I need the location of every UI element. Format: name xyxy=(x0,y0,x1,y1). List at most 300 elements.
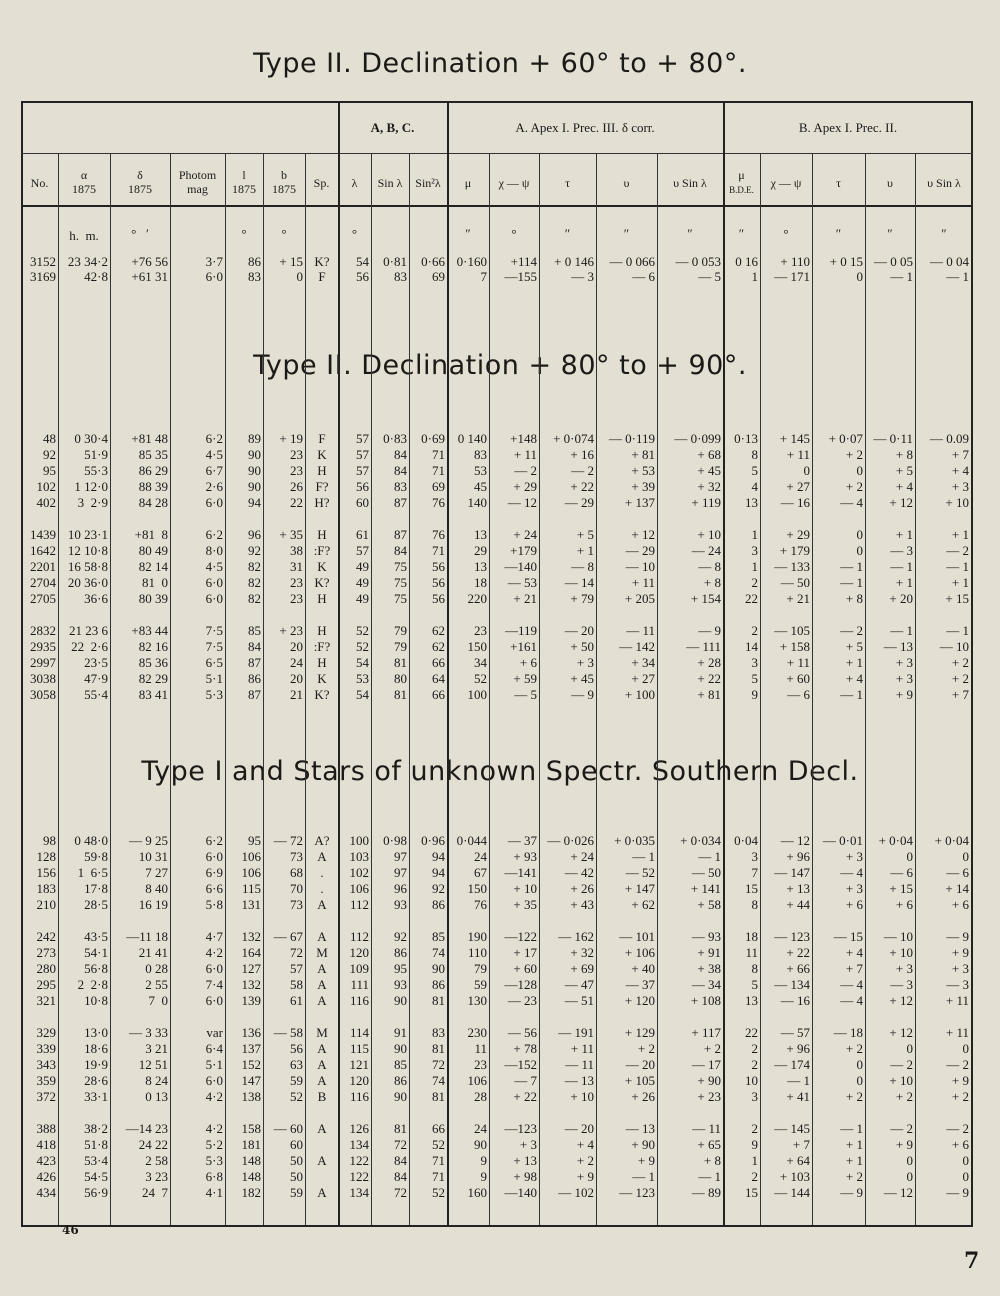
cell-mu: 9 xyxy=(480,1169,487,1184)
cell-sin2l: 71 xyxy=(432,543,445,558)
cell-tau2: + 2 xyxy=(845,1169,863,1184)
cell-b: 24 xyxy=(290,655,303,670)
cell-vsinl2: — 3 xyxy=(946,977,969,992)
cell-sp: A xyxy=(317,1041,327,1056)
cell-l: 132 xyxy=(241,929,261,944)
cell-lambda: 112 xyxy=(349,897,369,912)
cell-chipsi: —141 xyxy=(504,865,537,880)
cell-sp: K xyxy=(317,447,327,462)
cell-l: 132 xyxy=(241,977,261,992)
table-row xyxy=(0,463,1000,479)
cell-chipsi2: — 12 xyxy=(780,833,810,848)
cell-vsinl: — 50 xyxy=(691,865,721,880)
cell-b: 61 xyxy=(290,993,303,1008)
cell-vsinl: — 9 xyxy=(698,623,721,638)
cell-delta: +81 48 xyxy=(131,431,168,446)
cell-tau2: + 1 xyxy=(845,1137,863,1152)
cell-tau: — 14 xyxy=(564,575,594,590)
cell-tau2: 0 xyxy=(856,543,863,558)
cell-alpha: 19·9 xyxy=(84,1057,108,1072)
cell-chipsi: + 24 xyxy=(513,527,537,542)
cell-alpha: 1 6·5 xyxy=(77,865,108,880)
cell-mu2: 7 xyxy=(751,865,758,880)
cell-mu: 7 xyxy=(480,269,487,284)
cell-vsinl2: — 2 xyxy=(946,543,969,558)
cell-b: — 60 xyxy=(273,1121,303,1136)
unit-delta: ° ′ xyxy=(131,226,149,241)
cell-sinl: 93 xyxy=(394,897,407,912)
cell-delta: 82 14 xyxy=(138,559,168,574)
cell-v: + 26 xyxy=(631,1089,655,1104)
cell-lambda: 103 xyxy=(349,849,369,864)
table-row xyxy=(0,1073,1000,1089)
table-row xyxy=(0,431,1000,447)
cell-v: + 147 xyxy=(624,881,655,896)
cell-v2: + 9 xyxy=(895,1137,913,1152)
cell-b: 20 xyxy=(290,671,303,686)
cell-sinl: 0·81 xyxy=(383,254,407,269)
cell-mu: 53 xyxy=(474,463,487,478)
cell-b: + 19 xyxy=(279,431,303,446)
cell-lambda: 61 xyxy=(356,527,369,542)
cell-mag: 5·1 xyxy=(205,1057,223,1072)
cell-mu2: 22 xyxy=(745,1025,758,1040)
cell-sinl: 87 xyxy=(394,527,407,542)
cell-sin2l: 66 xyxy=(432,687,445,702)
cell-vsinl2: + 14 xyxy=(945,881,969,896)
cell-mag: 5·3 xyxy=(205,687,223,702)
cell-tau: + 26 xyxy=(570,881,594,896)
cell-chipsi: +114 xyxy=(510,254,537,269)
cell-alpha: 55·3 xyxy=(84,463,108,478)
cell-l: 89 xyxy=(248,431,261,446)
header-rule-2 xyxy=(21,205,973,207)
cell-tau: + 2 xyxy=(576,1153,594,1168)
cell-tau: + 4 xyxy=(576,1137,594,1152)
cell-tau2: + 4 xyxy=(845,671,863,686)
unit-vsin: ″ xyxy=(687,226,693,241)
cell-chipsi2: — 144 xyxy=(774,1185,810,1200)
cell-alpha: 21 23 6 xyxy=(69,623,108,638)
cell-delta: 24 7 xyxy=(142,1185,168,1200)
cell-chipsi: —152 xyxy=(504,1057,537,1072)
cell-l: 115 xyxy=(241,881,261,896)
cell-chipsi2: + 11 xyxy=(786,447,810,462)
header-tau: τ xyxy=(565,176,570,190)
cell-no: 273 xyxy=(36,945,56,960)
cell-v2: — 12 xyxy=(883,1185,913,1200)
cell-sp: H xyxy=(317,623,327,638)
cell-vsinl: — 24 xyxy=(691,543,721,558)
cell-v2: 0 xyxy=(906,1153,913,1168)
cell-mu: 0·160 xyxy=(456,254,487,269)
cell-sin2l: 71 xyxy=(432,463,445,478)
cell-vsinl2: — 1 xyxy=(946,559,969,574)
cell-chipsi2: + 96 xyxy=(786,1041,810,1056)
cell-no: 128 xyxy=(36,849,56,864)
table-row xyxy=(0,945,1000,961)
cell-lambda: 111 xyxy=(350,977,369,992)
cell-mag: 4·2 xyxy=(205,945,223,960)
cell-tau2: + 0 15 xyxy=(829,254,863,269)
cell-tau2: + 3 xyxy=(845,881,863,896)
cell-delta: 0 28 xyxy=(145,961,168,976)
cell-tau2: + 5 xyxy=(845,639,863,654)
cell-mag: var xyxy=(206,1025,223,1040)
cell-b: 50 xyxy=(290,1169,303,1184)
cell-v: — 29 xyxy=(625,543,655,558)
cell-lambda: 54 xyxy=(356,687,369,702)
cell-vsinl: + 2 xyxy=(703,1041,721,1056)
cell-vsinl: + 23 xyxy=(697,1089,721,1104)
cell-delta: +81 8 xyxy=(134,527,168,542)
cell-tau2: — 1 xyxy=(840,1121,863,1136)
cell-b: 0 xyxy=(296,269,303,284)
cell-v: + 100 xyxy=(624,687,655,702)
cell-vsinl2: + 1 xyxy=(951,527,969,542)
cell-vsinl2: 0 xyxy=(962,1041,969,1056)
cell-lambda: 116 xyxy=(349,1089,369,1104)
cell-mu2: 2 xyxy=(751,575,758,590)
cell-mu2: 2 xyxy=(751,1041,758,1056)
cell-chipsi: + 21 xyxy=(513,591,537,606)
cell-chipsi2: + 158 xyxy=(779,639,810,654)
cell-no: 329 xyxy=(36,1025,56,1040)
cell-v: + 53 xyxy=(631,463,655,478)
cell-v: + 205 xyxy=(624,591,655,606)
cell-v: + 81 xyxy=(631,447,655,462)
cell-mu2: 5 xyxy=(751,671,758,686)
cell-chipsi: — 37 xyxy=(507,833,537,848)
cell-sp: K xyxy=(317,559,327,574)
header-upsilon-sin-lambda-b: υ Sin λ xyxy=(927,176,961,190)
cell-delta: +61 31 xyxy=(131,269,168,284)
cell-sinl: 81 xyxy=(394,1121,407,1136)
cell-v: — 13 xyxy=(625,1121,655,1136)
cell-delta: +83 44 xyxy=(131,623,168,638)
cell-b: + 35 xyxy=(279,527,303,542)
cell-tau: + 24 xyxy=(570,849,594,864)
cell-b: 60 xyxy=(290,1137,303,1152)
cell-v2: — 10 xyxy=(883,929,913,944)
cell-chipsi: +161 xyxy=(510,639,537,654)
cell-vsinl: + 141 xyxy=(690,881,721,896)
cell-vsinl2: + 9 xyxy=(951,945,969,960)
cell-b: 58 xyxy=(290,977,303,992)
header-mu-bde: μ B.D.E. xyxy=(729,168,754,195)
cell-vsinl: + 68 xyxy=(697,447,721,462)
cell-l: 182 xyxy=(241,1185,261,1200)
cell-b: 59 xyxy=(290,1185,303,1200)
cell-sin2l: 0·96 xyxy=(421,833,445,848)
cell-vsinl: — 11 xyxy=(692,1121,721,1136)
cell-b: 23 xyxy=(290,463,303,478)
cell-sp: A xyxy=(317,1057,327,1072)
cell-chipsi: —155 xyxy=(504,269,537,284)
cell-sin2l: 86 xyxy=(432,897,445,912)
cell-tau2: + 2 xyxy=(845,447,863,462)
cell-sp: A xyxy=(317,977,327,992)
cell-lambda: 112 xyxy=(349,929,369,944)
cell-tau: + 32 xyxy=(570,945,594,960)
cell-mu: 59 xyxy=(474,977,487,992)
cell-mu2: 2 xyxy=(751,1121,758,1136)
cell-chipsi2: + 44 xyxy=(786,897,810,912)
cell-mu: 29 xyxy=(474,543,487,558)
table-row xyxy=(0,479,1000,495)
cell-vsinl: — 89 xyxy=(691,1185,721,1200)
cell-tau2: + 1 xyxy=(845,655,863,670)
cell-delta: 7 27 xyxy=(145,865,168,880)
cell-tau: — 0·026 xyxy=(547,833,594,848)
cell-sin2l: 69 xyxy=(432,479,445,494)
cell-sin2l: 85 xyxy=(432,929,445,944)
cell-vsinl2: — 2 xyxy=(946,1121,969,1136)
cell-mu: 83 xyxy=(474,447,487,462)
cell-chipsi: +148 xyxy=(510,431,537,446)
cell-l: 86 xyxy=(248,254,261,269)
cell-vsinl2: + 10 xyxy=(945,495,969,510)
cell-alpha: 20 36·0 xyxy=(67,575,108,590)
cell-vsinl2: — 10 xyxy=(939,639,969,654)
cell-chipsi2: + 96 xyxy=(786,849,810,864)
cell-delta: 0 13 xyxy=(145,1089,168,1104)
header-photom-mag: Photom mag xyxy=(178,168,217,196)
cell-v2: — 1 xyxy=(890,269,913,284)
cell-lambda: 122 xyxy=(349,1153,369,1168)
cell-alpha: 28·5 xyxy=(84,897,108,912)
cell-v: + 0·035 xyxy=(614,833,655,848)
cell-v: + 11 xyxy=(631,575,655,590)
cell-vsinl2: — 1 xyxy=(946,623,969,638)
cell-v2: — 1 xyxy=(890,559,913,574)
group-header-b: B. Apex I. Prec. II. xyxy=(798,120,898,135)
cell-sp: A xyxy=(317,1185,327,1200)
cell-mag: 4·5 xyxy=(205,559,223,574)
cell-l: 82 xyxy=(248,591,261,606)
cell-mag: 7·4 xyxy=(205,977,223,992)
unit-mu2: ″ xyxy=(738,226,745,241)
cell-delta: 82 16 xyxy=(138,639,168,654)
cell-no: 434 xyxy=(36,1185,56,1200)
cell-sinl: 84 xyxy=(394,543,407,558)
cell-lambda: 120 xyxy=(349,945,369,960)
cell-lambda: 122 xyxy=(349,1169,369,1184)
cell-chipsi: + 11 xyxy=(513,447,537,462)
table-row xyxy=(0,527,1000,543)
cell-v: + 62 xyxy=(631,897,655,912)
cell-b: 31 xyxy=(290,559,303,574)
cell-l: 106 xyxy=(241,865,261,880)
cell-delta: —14 23 xyxy=(125,1121,168,1136)
cell-sin2l: 76 xyxy=(432,495,445,510)
cell-sp: A xyxy=(317,961,327,976)
cell-v2: — 0 05 xyxy=(874,254,913,269)
cell-l: 85 xyxy=(248,623,261,638)
cell-sinl: 90 xyxy=(394,993,407,1008)
table-row xyxy=(0,897,1000,913)
cell-chipsi: —122 xyxy=(504,929,537,944)
cell-v2: + 1 xyxy=(895,575,913,590)
cell-sinl: 80 xyxy=(394,671,407,686)
cell-l: 137 xyxy=(241,1041,261,1056)
cell-delta: 3 21 xyxy=(145,1041,168,1056)
cell-tau2: + 3 xyxy=(845,849,863,864)
cell-chipsi2: — 133 xyxy=(774,559,810,574)
cell-delta: 85 36 xyxy=(138,655,168,670)
cell-lambda: 134 xyxy=(349,1137,369,1152)
cell-sp: H xyxy=(317,463,327,478)
cell-l: 92 xyxy=(248,543,261,558)
cell-mu: 0 140 xyxy=(457,431,487,446)
cell-mu: 52 xyxy=(474,671,487,686)
cell-v: — 142 xyxy=(619,639,655,654)
cell-v: + 106 xyxy=(624,945,655,960)
cell-sin2l: 56 xyxy=(432,559,445,574)
cell-chipsi: — 23 xyxy=(507,993,537,1008)
table-row xyxy=(0,1057,1000,1073)
cell-vsinl: — 8 xyxy=(698,559,721,574)
cell-chipsi2: + 64 xyxy=(786,1153,810,1168)
cell-tau: + 0·074 xyxy=(553,431,594,446)
cell-vsinl: + 65 xyxy=(697,1137,721,1152)
cell-sin2l: 52 xyxy=(432,1137,445,1152)
cell-v: + 129 xyxy=(624,1025,655,1040)
cell-mu2: 2 xyxy=(751,1169,758,1184)
cell-lambda: 57 xyxy=(356,431,369,446)
cell-tau: — 3 xyxy=(571,269,594,284)
cell-sin2l: 71 xyxy=(432,447,445,462)
cell-vsinl: — 1 xyxy=(698,849,721,864)
cell-vsinl2: — 0 04 xyxy=(930,254,969,269)
cell-mu: 220 xyxy=(467,591,487,606)
cell-sinl: 0·98 xyxy=(383,833,407,848)
cell-delta: 80 49 xyxy=(138,543,168,558)
cell-v2: 0 xyxy=(906,1169,913,1184)
cell-mag: 4·5 xyxy=(205,447,223,462)
cell-chipsi: —140 xyxy=(504,559,537,574)
cell-lambda: 120 xyxy=(349,1073,369,1088)
cell-alpha: 33·1 xyxy=(84,1089,108,1104)
cell-chipsi2: — 147 xyxy=(774,865,810,880)
cell-sinl: 75 xyxy=(394,559,407,574)
cell-sin2l: 72 xyxy=(432,1057,445,1072)
cell-lambda: 60 xyxy=(356,495,369,510)
cell-tau2: + 7 xyxy=(845,961,863,976)
cell-lambda: 52 xyxy=(356,639,369,654)
cell-v2: — 2 xyxy=(890,1057,913,1072)
cell-alpha: 56·8 xyxy=(84,961,108,976)
header-no: No. xyxy=(30,176,49,190)
cell-chipsi2: 0 xyxy=(803,463,810,478)
cell-vsinl2: — 9 xyxy=(946,1185,969,1200)
cell-sinl: 75 xyxy=(394,591,407,606)
cell-chipsi2: + 66 xyxy=(786,961,810,976)
cell-mu: 100 xyxy=(467,687,487,702)
cell-lambda: 49 xyxy=(356,575,369,590)
cell-vsinl2: — 9 xyxy=(946,929,969,944)
cell-no: 2832 xyxy=(30,623,56,638)
cell-sin2l: 56 xyxy=(432,575,445,590)
cell-chipsi: + 98 xyxy=(513,1169,537,1184)
cell-no: 242 xyxy=(36,929,56,944)
cell-mu2: 4 xyxy=(751,479,758,494)
cell-mu2: 11 xyxy=(745,945,758,960)
cell-vsinl2: + 2 xyxy=(951,655,969,670)
table-row xyxy=(0,1137,1000,1153)
cell-vsinl: + 45 xyxy=(697,463,721,478)
cell-chipsi2: — 16 xyxy=(780,993,810,1008)
cell-tau: + 9 xyxy=(576,1169,594,1184)
cell-chipsi2: + 29 xyxy=(786,527,810,542)
cell-lambda: 49 xyxy=(356,559,369,574)
table-row xyxy=(0,269,1000,285)
cell-tau: + 16 xyxy=(570,447,594,462)
cell-v: — 11 xyxy=(626,623,655,638)
cell-vsinl2: + 2 xyxy=(951,671,969,686)
cell-tau2: 0 xyxy=(856,269,863,284)
cell-sp: B xyxy=(317,1089,327,1104)
cell-no: 418 xyxy=(36,1137,56,1152)
cell-delta: 2 58 xyxy=(145,1153,168,1168)
cell-alpha: 28·6 xyxy=(84,1073,108,1088)
cell-mu: 76 xyxy=(474,897,487,912)
cell-vsinl: + 108 xyxy=(690,993,721,1008)
cell-chipsi: + 78 xyxy=(513,1041,537,1056)
cell-l: 147 xyxy=(241,1073,261,1088)
cell-mu: 23 xyxy=(474,1057,487,1072)
cell-alpha: 47·9 xyxy=(84,671,108,686)
cell-mu: 28 xyxy=(474,1089,487,1104)
cell-chipsi: — 5 xyxy=(514,687,537,702)
cell-v: + 120 xyxy=(624,993,655,1008)
cell-tau2: + 6 xyxy=(845,897,863,912)
cell-no: 2935 xyxy=(30,639,56,654)
table-row xyxy=(0,961,1000,977)
cell-mag: 5·2 xyxy=(205,1137,223,1152)
cell-v2: 0 xyxy=(906,1041,913,1056)
cell-b: 59 xyxy=(290,1073,303,1088)
cell-sin2l: 83 xyxy=(432,1025,445,1040)
cell-no: 343 xyxy=(36,1057,56,1072)
cell-chipsi2: — 50 xyxy=(780,575,810,590)
cell-b: 23 xyxy=(290,575,303,590)
cell-sin2l: 94 xyxy=(432,865,445,880)
cell-lambda: 56 xyxy=(356,269,369,284)
cell-vsinl2: + 15 xyxy=(945,591,969,606)
cell-mu2: 3 xyxy=(751,543,758,558)
header-b: b 1875 xyxy=(272,168,296,196)
cell-vsinl2: 0 xyxy=(962,1153,969,1168)
cell-chipsi2: + 11 xyxy=(786,655,810,670)
cell-mu: 45 xyxy=(474,479,487,494)
unit-l: ° xyxy=(241,226,247,241)
cell-l: 158 xyxy=(241,1121,261,1136)
cell-vsinl: + 0·034 xyxy=(680,833,721,848)
unit-chi2: ° xyxy=(783,226,789,241)
cell-no: 280 xyxy=(36,961,56,976)
cell-vsinl: + 91 xyxy=(697,945,721,960)
page-number: 7 xyxy=(964,1248,980,1274)
cell-sin2l: 86 xyxy=(432,977,445,992)
table-row xyxy=(0,254,1000,270)
cell-sp: H xyxy=(317,655,327,670)
cell-mag: 6·0 xyxy=(205,961,223,976)
cell-mu2: 0·13 xyxy=(734,431,758,446)
cell-alpha: 17·8 xyxy=(84,881,108,896)
cell-v: + 12 xyxy=(631,527,655,542)
cell-sinl: 84 xyxy=(394,463,407,478)
